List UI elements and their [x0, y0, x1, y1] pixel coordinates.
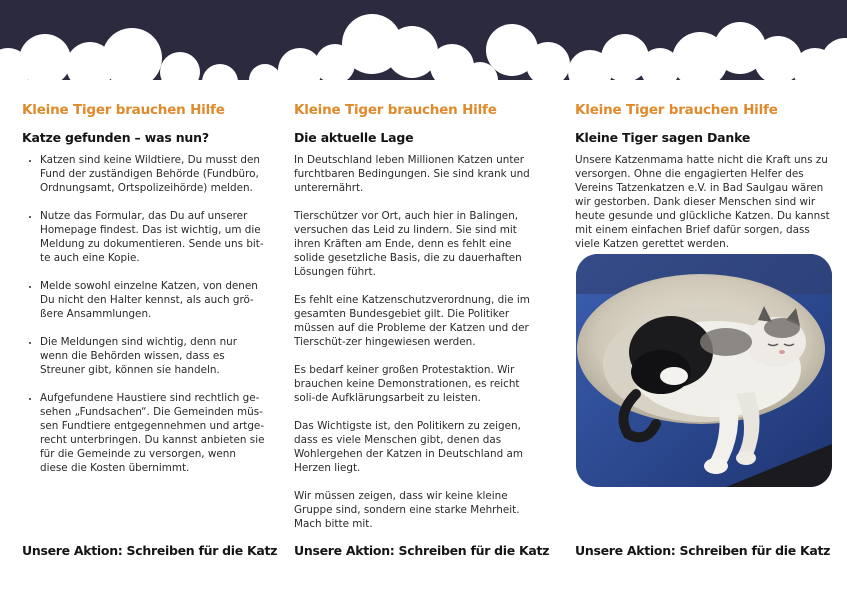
paragraph: Es fehlt eine Katzenschutzverordnung, die im gesamten Bundesgebiet gilt. Die Politiker müssen auf die Probleme der Katzen und der Tierschüt-zer hingewiesen werden. [294, 294, 530, 348]
kicker-heading: Kleine Tiger brauchen Hilfe [294, 102, 497, 118]
section-heading: Die aktuelle Lage [294, 130, 414, 145]
column-found-cat [22, 102, 266, 489]
section-heading: Kleine Tiger sagen Danke [575, 130, 751, 145]
paragraph: Tierschützer vor Ort, auch hier in Balingen, versuchen das Leid zu lindern. Sie sind mit ihren Kräften am Ende, denn es fehlt eine solide gesetzliche Basis, die zu dauerhaften Lösungen führt. [294, 210, 522, 278]
paragraph: Das Wichtigste ist, den Politikern zu zeigen, dass es viele Menschen gibt, denen das Wohlergehen der Katzen in Deutschland am Herzen liegt. [294, 420, 523, 474]
section-heading: Katze gefunden – was nun? [22, 130, 209, 145]
campaign-footer: Unsere Aktion: Schreiben für die Katz [575, 543, 831, 558]
paragraph: In Deutschland leben Millionen Katzen unter furchtbaren Bedingungen. Sie sind krank und unterernährt. [294, 154, 530, 194]
paragraph: Wir müssen zeigen, dass wir keine kleine Gruppe sind, sondern eine starke Mehrheit. Mach bitte mit. [294, 490, 520, 530]
column-thanks [575, 102, 831, 265]
body-paragraphs [294, 153, 538, 531]
cloud-header-graphic [0, 0, 847, 110]
body-paragraphs [575, 153, 831, 251]
bullet-list [22, 153, 266, 475]
paragraph: Es bedarf keiner großen Protestaktion. Wir brauchen keine Demonstrationen, es reicht soli-de Aufklärungsarbeit zu leisten. [294, 364, 520, 404]
list-item: • Melde sowohl einzelne Katzen, von denen Du nicht den Halter kennst, als auch grö-ßere Ansammlungen. [40, 279, 266, 321]
list-item: • Aufgefundene Haustiere sind rechtlich ge-sehen „Fundsachen“. Die Gemeinden müs-sen Fundtiere entgegennehmen und artge-recht unterbringen. Du kannst anbieten sie für die Gemeinde zu versorgen, wenn diese die Kosten übernimmt. [40, 391, 266, 475]
paragraph: Unsere Katzenmama hatte nicht die Kraft uns zu versorgen. Ohne die engagierten Helfer des Vereins Tatzenkatzen e.V. in Bad Saulgau wären wir gestorben. Dank dieser Menschen sind wir heute gesunde und glückliche Katzen. Du kannst mit einem einfachen Brief dafür sorgen, dass viele Katzen gerettet werden. [575, 154, 830, 250]
list-item: • Die Meldungen sind wichtig, denn nur wenn die Behörden wissen, dass es Streuner gibt, können sie handeln. [40, 335, 266, 377]
list-item: • Nutze das Formular, das Du auf unserer Homepage findest. Das ist wichtig, um die Meldung zu dokumentieren. Sende uns bit-te auch eine Kopie. [40, 209, 266, 265]
kicker-heading: Kleine Tiger brauchen Hilfe [22, 102, 225, 118]
kicker-heading: Kleine Tiger brauchen Hilfe [575, 102, 778, 118]
cats-photo [576, 254, 832, 487]
campaign-footer: Unsere Aktion: Schreiben für die Katz [22, 543, 278, 558]
campaign-footer: Unsere Aktion: Schreiben für die Katz [294, 543, 550, 558]
column-current-situation [294, 102, 538, 545]
list-item: • Katzen sind keine Wildtiere, Du musst den Fund der zuständigen Behörde (Fundbüro, Ordnungsamt, Ortspolizeihörde) melden. [40, 153, 266, 195]
